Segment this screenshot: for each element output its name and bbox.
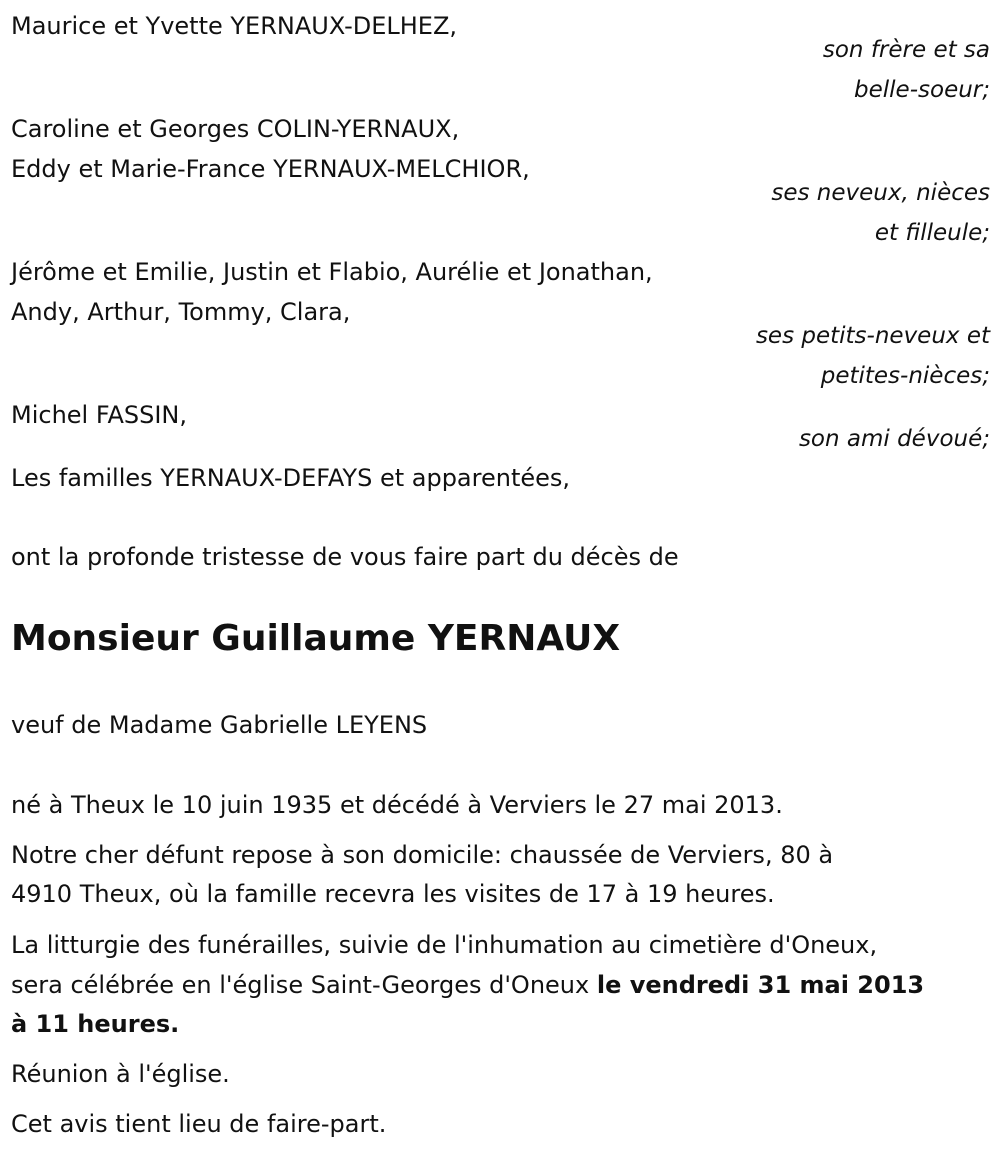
- brother-role-line1: son frère et sa: [822, 37, 990, 63]
- birth-death-line: né à Theux le 10 juin 1935 et décédé à Verviers le 27 mai 2013.: [11, 791, 783, 819]
- brother-names: Maurice et Yvette YERNAUX-DELHEZ,: [11, 12, 458, 40]
- deceased-name: Monsieur Guillaume YERNAUX: [11, 618, 621, 659]
- announcement-line: ont la profonde tristesse de vous faire part du décès de: [11, 543, 679, 571]
- nephews-role-line1: ses neveux, nièces: [771, 180, 990, 206]
- notice-line: Cet avis tient lieu de faire-part.: [11, 1110, 387, 1138]
- liturgy-line2-regular: sera célébrée en l'église Saint-Georges d'Oneux: [11, 971, 597, 999]
- nephews-role-line2: et filleule;: [874, 220, 990, 246]
- widower-line: veuf de Madame Gabrielle LEYENS: [11, 711, 428, 739]
- grandnephews-role-line2: petites-nièces;: [820, 363, 990, 389]
- nephews-names-line1: Caroline et Georges COLIN-YERNAUX,: [11, 115, 460, 143]
- friend-names: Michel FASSIN,: [11, 401, 187, 429]
- friend-role: son ami dévoué;: [798, 426, 990, 452]
- families-line: Les familles YERNAUX-DEFAYS et apparentées,: [11, 464, 571, 492]
- liturgy-line2: [11, 965, 924, 1005]
- liturgy-line1: La litturgie des funérailles, suivie de l'inhumation au cimetière d'Oneux,: [11, 931, 878, 959]
- grandnephews-role-line1: ses petits-neveux et: [755, 323, 990, 349]
- nephews-names-line2: Eddy et Marie-France YERNAUX-MELCHIOR,: [11, 155, 530, 183]
- meeting-line: Réunion à l'église.: [11, 1060, 230, 1088]
- repose-line2: 4910 Theux, où la famille recevra les visites de 17 à 19 heures.: [11, 880, 775, 908]
- brother-role-line2: belle-soeur;: [854, 77, 990, 103]
- liturgy-date-bold: le vendredi 31 mai 2013: [596, 971, 925, 999]
- repose-line1: Notre cher défunt repose à son domicile: chaussée de Verviers, 80 à: [11, 841, 834, 869]
- grandnephews-names-line1: Jérôme et Emilie, Justin et Flabio, Aurélie et Jonathan,: [11, 258, 653, 286]
- liturgy-time-bold: à 11 heures.: [11, 1010, 180, 1038]
- grandnephews-names-line2: Andy, Arthur, Tommy, Clara,: [11, 298, 351, 326]
